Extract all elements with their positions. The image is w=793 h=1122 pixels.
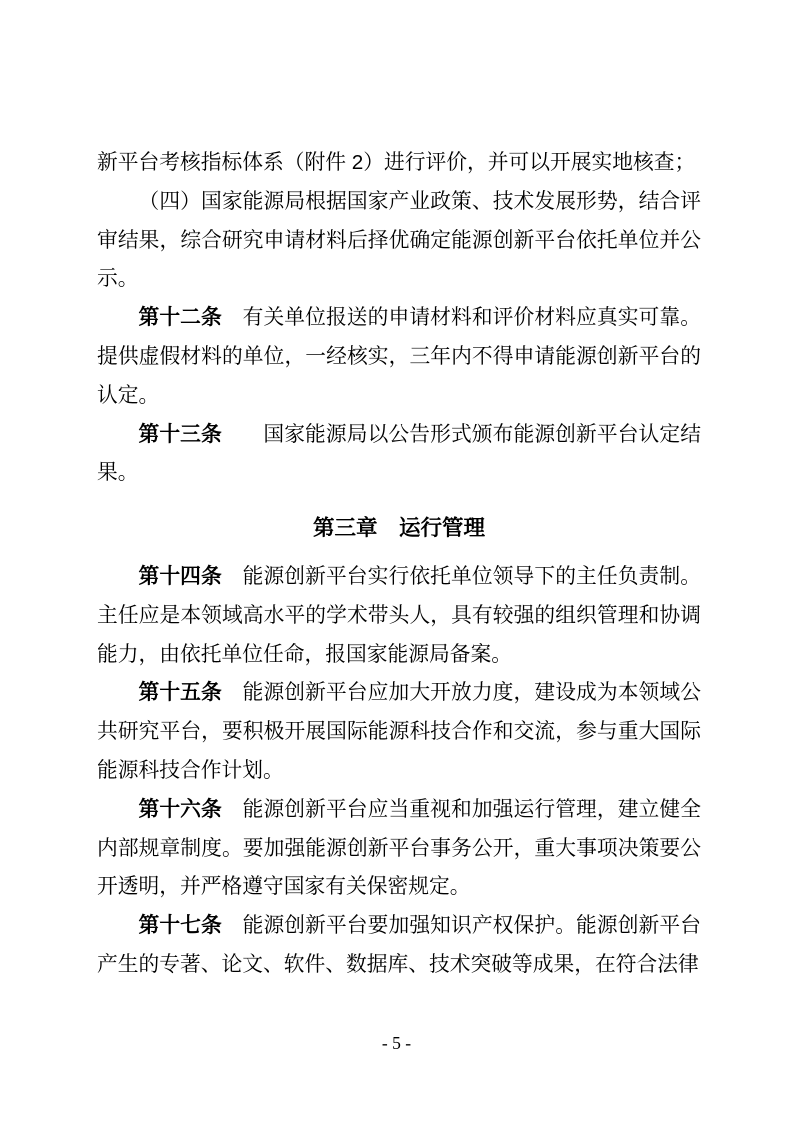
chapter-heading <box>97 509 701 548</box>
paragraph-text: 能源创新平台应当重视和加强运行管理，建立健全内部规章制度。要加强能源创新平台事务公开，重大事项决策要公开透明，并严格遵守国家有关保密规定。 <box>97 797 701 899</box>
article-paragraph <box>97 791 701 907</box>
paragraph-text: 有关单位报送的申请材料和评价材料应真实可靠。提供虚假材料的单位，一经核实，三年内不得申请能源创新平台的认定。 <box>97 306 701 407</box>
paragraph-text: 能源创新平台实行依托单位领导下的主任负责制。主任应是本领域高水平的学术带头人，具有较强的组织管理和协调能力，由依托单位任命，报国家能源局备案。 <box>97 564 701 666</box>
paragraph-text: 能源创新平台要加强知识产权保护。能源创新平台产生的专著、论文、软件、数据库、技术突破等成果，在符合法律 <box>97 914 701 976</box>
article-paragraph <box>97 416 701 494</box>
article-number: 第十二条 <box>138 306 222 330</box>
body-paragraph <box>97 144 701 183</box>
article-number: 第十六条 <box>138 797 222 821</box>
article-number: 第十五条 <box>138 681 222 705</box>
document-body <box>97 144 701 985</box>
article-number: 第十三条 <box>138 422 222 446</box>
paragraph-text: 国家能源局以公告形式颁布能源创新平台认定结果。 <box>97 422 701 485</box>
page-number: - 5 - <box>381 1033 412 1053</box>
chapter-number: 第三章 <box>312 516 378 541</box>
paragraph-text: 运行管理 <box>399 516 486 541</box>
paragraph-text: 新平台考核指标体系（附件 2）进行评价，并可以开展实地核查； <box>97 151 696 174</box>
paragraph-text: 能源创新平台应加大开放力度，建设成为本领域公共研究平台，要积极开展国际能源科技合作和交流，参与重大国际能源科技合作计划。 <box>97 681 701 782</box>
article-number: 第十四条 <box>138 564 222 588</box>
article-paragraph <box>97 558 701 674</box>
body-paragraph <box>97 183 701 299</box>
article-number: 第十七条 <box>138 914 222 938</box>
paragraph-text: （四）国家能源局根据国家产业政策、技术发展形势，结合评审结果，综合研究申请材料后择优确定能源创新平台依托单位并公示。 <box>97 189 701 291</box>
article-paragraph <box>97 907 701 985</box>
article-paragraph <box>97 299 701 415</box>
article-paragraph <box>97 674 701 790</box>
